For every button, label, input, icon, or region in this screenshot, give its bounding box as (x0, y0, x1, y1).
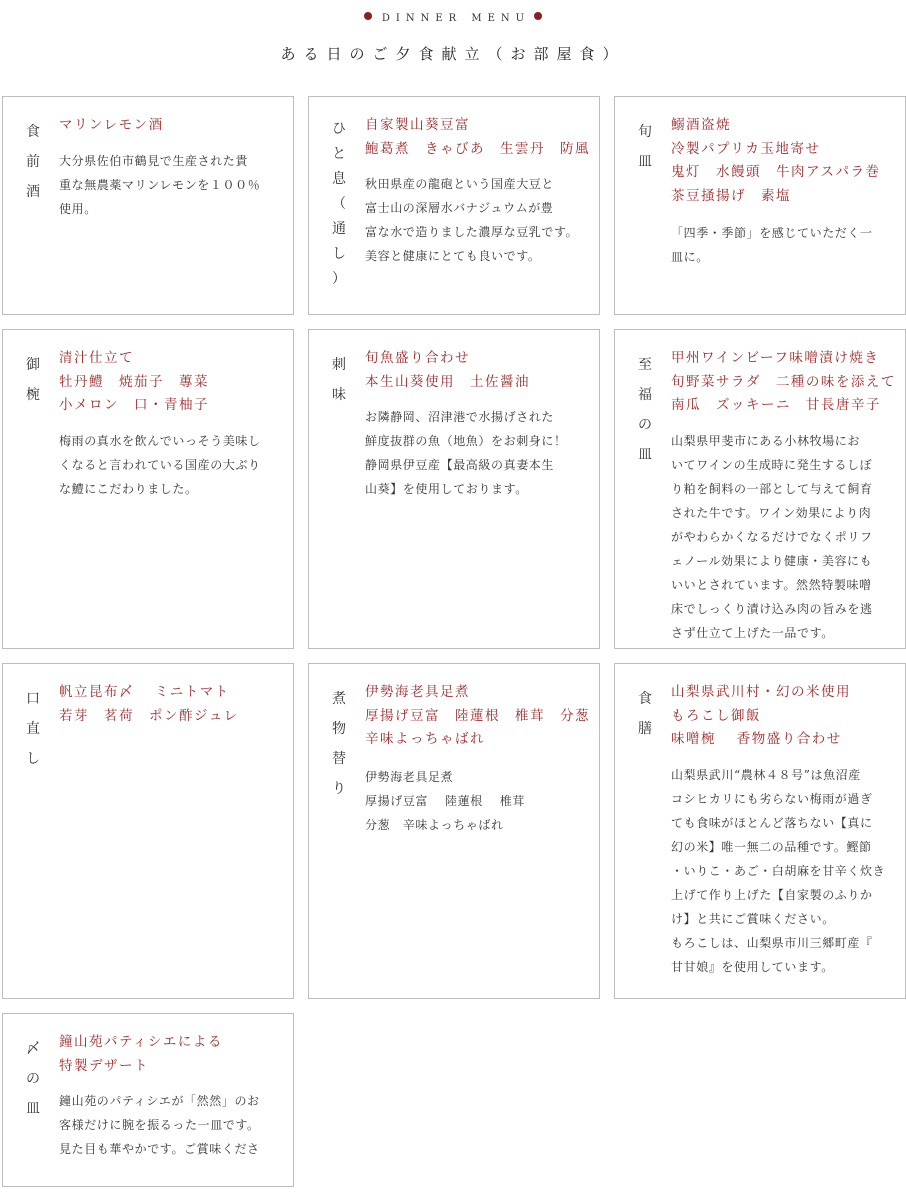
dish-name: 甲州ワインビーフ味噌漬け焼き (671, 350, 880, 366)
course-content (59, 347, 287, 501)
course-description: 伊勢海老具足煮 厚揚げ豆富 陸蓮根 椎茸 分葱 辛味よっちゃばれ (365, 769, 526, 832)
dish-name: 鰯酒盗焼 (671, 117, 731, 133)
dish-name: もろこし御飯 (671, 707, 761, 724)
course-label: 〆 の 皿 (26, 1041, 40, 1117)
dish-name: 旬野菜サラダ 二種の味を添えて (671, 373, 896, 390)
course-description: 大分県佐伯市鶴見で生産された貴 重な無農薬マリンレモンを１００％ 使用。 (59, 153, 261, 216)
dot-right-icon (534, 12, 542, 20)
course-label: 口 直 し (26, 691, 40, 767)
dish-name: 鐘山苑パティシエによる (59, 1034, 223, 1050)
course-content (59, 114, 287, 221)
course-content (365, 114, 593, 268)
course-label: 至 福 の 皿 (638, 357, 652, 463)
course-label: 食 前 酒 (26, 124, 40, 200)
dish-name: 辛味よっちゃばれ (365, 731, 485, 747)
course-description: 秋田県産の龍砲という国産大豆と 富士山の深層水バナジュウムが豊 富な水で造りました濃厚な豆乳です。 美容と健康にとても良いです。 (365, 177, 579, 263)
dish-name: 牡丹鱧 焼茄子 蓴菜 (59, 373, 209, 390)
course-card-hitoiki (308, 96, 600, 315)
dish-name: 若芽 茗荷 ポン酢ジュレ (59, 707, 239, 724)
dish-name: マリンレモン酒 (59, 117, 164, 133)
course-card-kuchinaoshi (2, 663, 294, 999)
menu-title: ある日のご夕食献立（お部屋食） (280, 45, 626, 63)
dot-left-icon (364, 12, 372, 20)
course-description: 山梨県武川“農林４８号”は魚沼産 コシヒカリにも劣らない梅雨が過ぎ ても食味がほとんど落ちない【真に 幻の米】唯一無二の品種です。鰹節 ・いりこ・あご・白胡麻を甘辛く炊き 上げて作り上げた【自家製のふりか け】と共にご賞味ください。 もろこしは、山梨県市川三郷町産『 甘甘娘』を使用しています。 (671, 767, 886, 974)
course-card-shunzara (614, 96, 906, 315)
course-label: 旬 皿 (638, 124, 652, 170)
course-description: 梅雨の真水を飲んでいっそう美味し くなると言われている国産の大ぶり な鱧にこだわりました。 (59, 433, 261, 496)
dish-name: 帆立昆布〆 ミニトマト (59, 684, 230, 700)
dish-name: 小メロン 口・青柚子 (59, 397, 209, 413)
dish-name: 清汁仕立て (59, 350, 134, 366)
dish-name: 茶豆掻揚げ 素塩 (671, 187, 791, 204)
dish-name: 旬魚盛り合わせ (365, 350, 470, 366)
dish-name: 山梨県武川村・幻の米使用 (671, 684, 851, 700)
dish-name: 鬼灯 水饅頭 牛肉アスパラ巻 (671, 164, 881, 180)
course-description: 山梨県甲斐市にある小林牧場にお いてワインの生成時に発生するしぼ り粕を飼料の一部として与えて飼育 された牛です。ワイン効果により肉 がやわらかくなるだけでなくポリフ ェノール効果により健康・美容にも いいとされています。然然特製味噌 床でしっくり漬け込み肉の旨みを逃 さず仕立て上げた一品です。 (671, 433, 873, 640)
dish-name: 本生山葵使用 土佐醤油 (365, 373, 530, 390)
course-description: お隣静岡、沼津港で水揚げされた 鮮度抜群の魚（地魚）をお刺身に！ 静岡県伊豆産【最高級の真妻本生 山葵】を使用しております。 (365, 410, 567, 496)
course-label: 煮 物 替 り (332, 691, 346, 797)
course-card-nimonogawari (308, 663, 600, 999)
course-card-shime (2, 1013, 294, 1187)
dish-name: 厚揚げ豆富 陸蓮根 椎茸 分葱 (365, 707, 590, 724)
dish-name: 自家製山葵豆富 (365, 117, 470, 133)
course-description: 「四季・季節」を感じていただく一 皿に。 (671, 226, 873, 264)
subtitle-text: DINNER MENU (381, 13, 531, 24)
course-description: 鐘山苑のパティシエが「然然」のお 客様だけに腕を振るった一皿です。 見た目も華やかです。ご賞味くださ (59, 1094, 260, 1156)
course-card-owan (2, 329, 294, 649)
course-content (59, 681, 287, 728)
course-card-shokuzenshu (2, 96, 294, 315)
course-content (59, 1031, 287, 1161)
dish-name: 南瓜 ズッキーニ 甘長唐辛子 (671, 397, 881, 413)
dish-name: 冷製パプリカ玉地寄せ (671, 140, 821, 157)
dish-name: 味噌椀 香物盛り合わせ (671, 731, 842, 747)
dish-name: 特製デザート (59, 1057, 149, 1074)
course-card-shifuku (614, 329, 906, 649)
course-content (671, 681, 899, 979)
course-label: 御 椀 (26, 357, 40, 403)
course-content (671, 114, 899, 269)
dish-name: 鮑葛煮 きゃびあ 生雲丹 防風 (365, 140, 590, 157)
course-card-shokuzen (614, 663, 906, 999)
course-label: 食 膳 (638, 691, 652, 737)
course-label: 刺 味 (332, 357, 346, 403)
course-label: ひ と 息 （ 通 し ） (332, 121, 346, 287)
course-content (365, 347, 593, 501)
course-content (365, 681, 593, 837)
dish-name: 伊勢海老具足煮 (365, 684, 470, 700)
course-content (671, 347, 899, 645)
course-card-sashimi (308, 329, 600, 649)
menu-subtitle-en (0, 12, 906, 24)
